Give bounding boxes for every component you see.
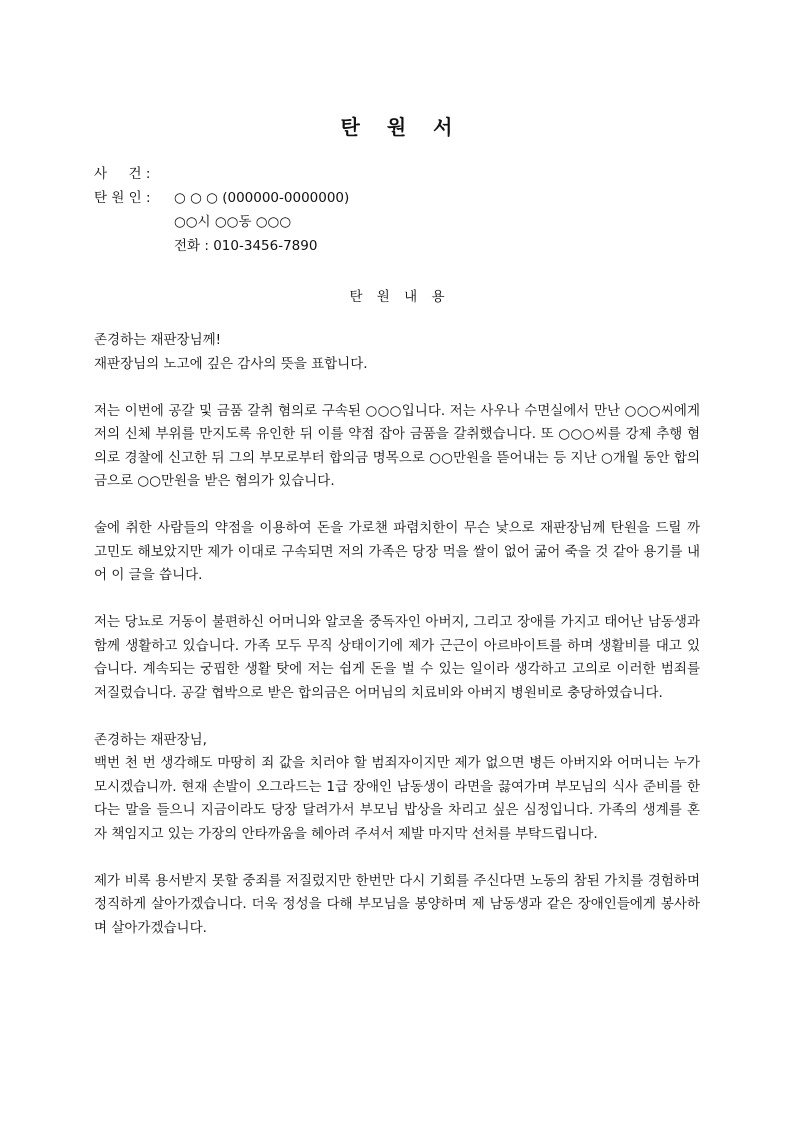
petition-body (94, 329, 700, 940)
greeting: 존경하는 재판장님께! (94, 332, 222, 348)
case-row (94, 162, 349, 186)
paragraph-offense: 저는 이번에 공갈 및 금품 갈취 혐의로 구속된 ○○○입니다. 저는 사우나 수면실에서 만난 ○○○씨에게 저의 신체 부위를 만지도록 유인한 뒤 이를 약점 잡아 금품을 갈취했습니다. 또 ○○○씨를 강제 추행 혐의로 경찰에 신고한 뒤 그의 부모로부터 합의금 명목으로 ○○만원을 뜯어내는 등 지난 ○개월 동안 합의금으로 ○○만원을 받은 혐의가 있습니다. (94, 402, 700, 489)
paragraph-motive: 술에 취한 사람들의 약점을 이용하여 돈을 가로챈 파렴치한이 무슨 낯으로 재판장님께 탄원을 드릴 까 고민도 해보았지만 제가 이대로 구속되면 저의 가족은 당장 먹을 쌀이 없어 굶어 죽을 것 같아 용기를 내어 이 글을 씁니다. (94, 520, 700, 583)
paragraph-promise: 제가 비록 용서받지 못할 중죄를 저질렀지만 한번만 다시 기회를 주신다면 노동의 참된 가치를 경험하며 정직하게 살아가겠습니다. 더욱 정성을 다해 부모님을 봉양하며 제 남동생과 같은 장애인들에게 봉사하며 살아가겠습니다. (94, 872, 700, 936)
case-label: 사 건 : (94, 166, 151, 182)
paragraph-plea: 백번 천 번 생각해도 마땅히 죄 값을 치러야 할 범죄자이지만 제가 없으면 병든 아버지와 어머니는 누가 모시겠습니까. 현재 손발이 오그라드는 1급 장애인 남동생이 라면을 끓여가며 부모님의 식사 준비를 한다는 말을 들으니 지금이라도 당장 달려가서 부모님 밥상을 차리고 싶은 심정입니다. 가족의 생계를 혼자 책임지고 있는 가장의 안타까움을 헤아려 주셔서 제발 마지막 선처를 부탁드립니다. (94, 755, 700, 842)
petitioner-address: ○○시 ○○동 ○○○ (174, 214, 292, 230)
petition-header-info (94, 162, 349, 258)
section-subtitle: 탄 원 내 용 (349, 289, 445, 305)
thanks-line: 재판장님의 노고에 깊은 감사의 뜻을 표합니다. (94, 355, 368, 372)
petitioner-label: 탄 원 인 : (94, 190, 151, 206)
document-title: 탄 원 서 (340, 115, 454, 139)
paragraph-family: 저는 당뇨로 거동이 불편하신 어머니와 알코올 중독자인 아버지, 그리고 장애를 가지고 태어난 남동생과 함께 생활하고 있습니다. 가족 모두 무직 상태이기에 제가 근근이 아르바이트를 하며 생활비를 대고 있습니다. 계속되는 궁핍한 생활 탓에 저는 쉽게 돈을 벌 수 있는 일이라 생각하고 고의로 이러한 범죄를 저질렀습니다. 공갈 협박으로 받은 합의금은 어머님의 치료비와 아버지 병원비로 충당하였습니다. (94, 614, 700, 701)
petitioner-phone: 전화 : 010-3456-7890 (174, 238, 318, 254)
petitioner-name: ○ ○ ○ (000000-0000000) (174, 190, 350, 206)
greeting-second: 존경하는 재판장님, (94, 731, 207, 748)
petitioner-row (94, 186, 349, 210)
